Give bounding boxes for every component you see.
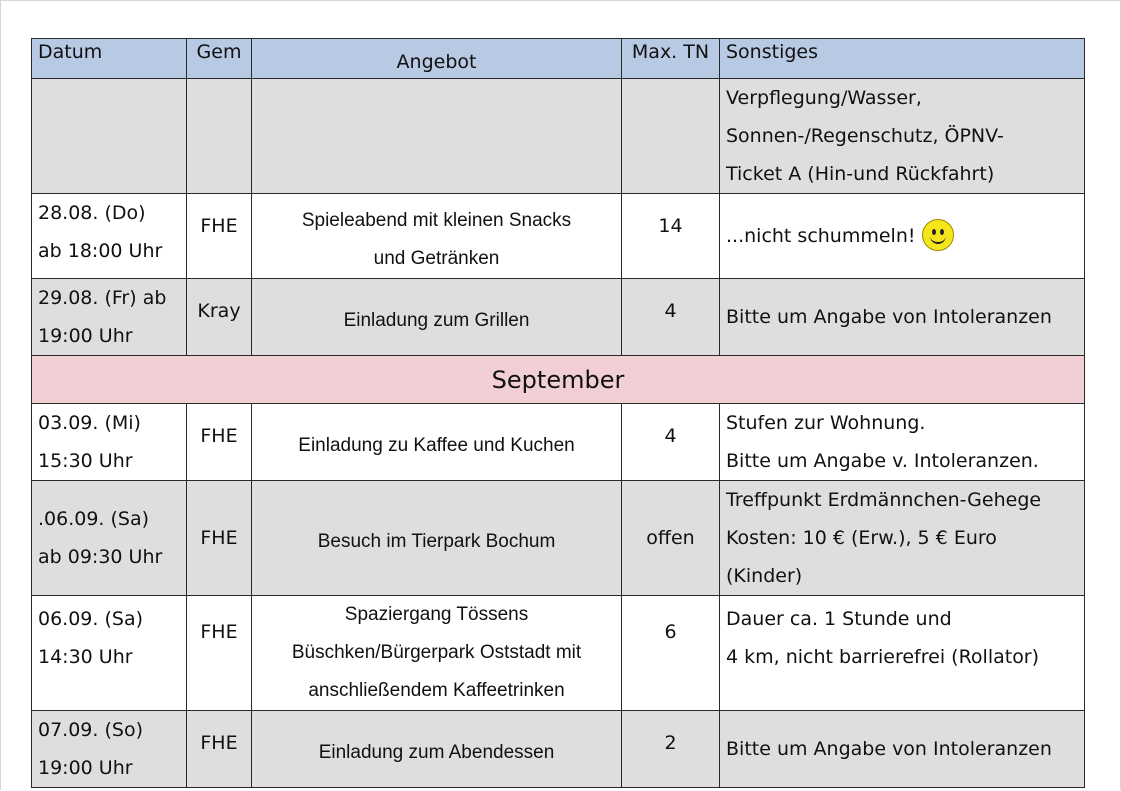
angebot-cell: Einladung zum Grillen xyxy=(252,279,622,356)
smiley-icon xyxy=(922,219,954,251)
datum-cell xyxy=(32,711,187,788)
sonstiges-cell: Bitte um Angabe von Intoleranzen xyxy=(720,711,1085,788)
gem-cell: FHE xyxy=(187,194,252,279)
datum-line: 06.09. (Sa) xyxy=(38,608,144,630)
datum-line: ab 18:00 Uhr xyxy=(38,240,163,262)
sonstiges-line: (Kinder) xyxy=(726,565,803,587)
sonstiges-line: 4 km, nicht barrierefrei (Rollator) xyxy=(726,646,1040,668)
datum-line: 07.09. (So) xyxy=(38,719,143,741)
gem-cell: FHE xyxy=(187,481,252,596)
datum-cell xyxy=(32,79,187,194)
gem-cell: FHE xyxy=(187,596,252,711)
table-row xyxy=(32,79,1085,194)
gem-cell: FHE xyxy=(187,711,252,788)
angebot-line: Spieleabend mit kleinen Snacks xyxy=(301,210,572,231)
datum-line: 19:00 Uhr xyxy=(38,757,133,779)
header-angebot: Angebot xyxy=(252,39,622,79)
angebot-cell: Besuch im Tierpark Bochum xyxy=(252,481,622,596)
table-row xyxy=(32,279,1085,356)
datum-cell xyxy=(32,481,187,596)
header-row xyxy=(32,39,1085,79)
datum-cell xyxy=(32,404,187,481)
table-row xyxy=(32,596,1085,711)
datum-cell xyxy=(32,194,187,279)
sonstiges-cell xyxy=(720,194,1085,279)
header-max-tn: Max. TN xyxy=(622,39,720,79)
month-heading: September xyxy=(32,356,1085,404)
sonstiges-line: Kosten: 10 € (Erw.), 5 € Euro xyxy=(726,527,997,549)
datum-line: 28.08. (Do) xyxy=(38,202,146,224)
header-sonstiges: Sonstiges xyxy=(720,39,1085,79)
sonstiges-cell xyxy=(720,596,1085,711)
sonstiges-line: Sonnen-/Regenschutz, ÖPNV- xyxy=(726,125,1004,147)
datum-line: 15:30 Uhr xyxy=(38,450,133,472)
sonstiges-text: ...nicht schummeln! xyxy=(726,225,916,247)
datum-line: 29.08. (Fr) ab xyxy=(38,287,167,309)
sonstiges-line: Verpflegung/Wasser, xyxy=(726,87,922,109)
max-tn-cell: 2 xyxy=(622,711,720,788)
angebot-cell: Einladung zum Abendessen xyxy=(252,711,622,788)
datum-cell xyxy=(32,279,187,356)
month-row xyxy=(32,356,1085,404)
sonstiges-cell xyxy=(720,481,1085,596)
sonstiges-line: Bitte um Angabe v. Intoleranzen. xyxy=(726,450,1039,472)
sonstiges-line: Dauer ca. 1 Stunde und xyxy=(726,608,952,630)
sonstiges-cell xyxy=(720,79,1085,194)
table-row xyxy=(32,711,1085,788)
angebot-cell xyxy=(252,79,622,194)
datum-cell xyxy=(32,596,187,711)
gem-cell: Kray xyxy=(187,279,252,356)
sonstiges-cell xyxy=(720,404,1085,481)
datum-line: 14:30 Uhr xyxy=(38,646,133,668)
schedule-table xyxy=(31,38,1085,788)
sonstiges-line: Stufen zur Wohnung. xyxy=(726,412,926,434)
sonstiges-cell: Bitte um Angabe von Intoleranzen xyxy=(720,279,1085,356)
angebot-line: anschließendem Kaffeetrinken xyxy=(308,680,565,701)
angebot-line: Spaziergang Tössens xyxy=(344,604,529,625)
gem-cell xyxy=(187,79,252,194)
sonstiges-line: Treffpunkt Erdmännchen-Gehege xyxy=(726,489,1042,511)
datum-line: ab 09:30 Uhr xyxy=(38,546,163,568)
max-tn-cell xyxy=(622,79,720,194)
table-row xyxy=(32,404,1085,481)
sonstiges-line: Ticket A (Hin-und Rückfahrt) xyxy=(726,163,995,185)
max-tn-cell: offen xyxy=(622,481,720,596)
header-datum: Datum xyxy=(32,39,187,79)
angebot-cell: Einladung zu Kaffee und Kuchen xyxy=(252,404,622,481)
max-tn-cell: 6 xyxy=(622,596,720,711)
max-tn-cell: 4 xyxy=(622,404,720,481)
angebot-line: Büschken/Bürgerpark Oststadt mit xyxy=(291,642,582,663)
max-tn-cell: 14 xyxy=(622,194,720,279)
angebot-line: und Getränken xyxy=(373,248,500,269)
max-tn-cell: 4 xyxy=(622,279,720,356)
table-row xyxy=(32,481,1085,596)
datum-line: 03.09. (Mi) xyxy=(38,412,141,434)
header-gem: Gem xyxy=(187,39,252,79)
angebot-cell xyxy=(252,194,622,279)
datum-line: .06.09. (Sa) xyxy=(38,508,150,530)
angebot-cell xyxy=(252,596,622,711)
datum-line: 19:00 Uhr xyxy=(38,325,133,347)
table-row xyxy=(32,194,1085,279)
gem-cell: FHE xyxy=(187,404,252,481)
